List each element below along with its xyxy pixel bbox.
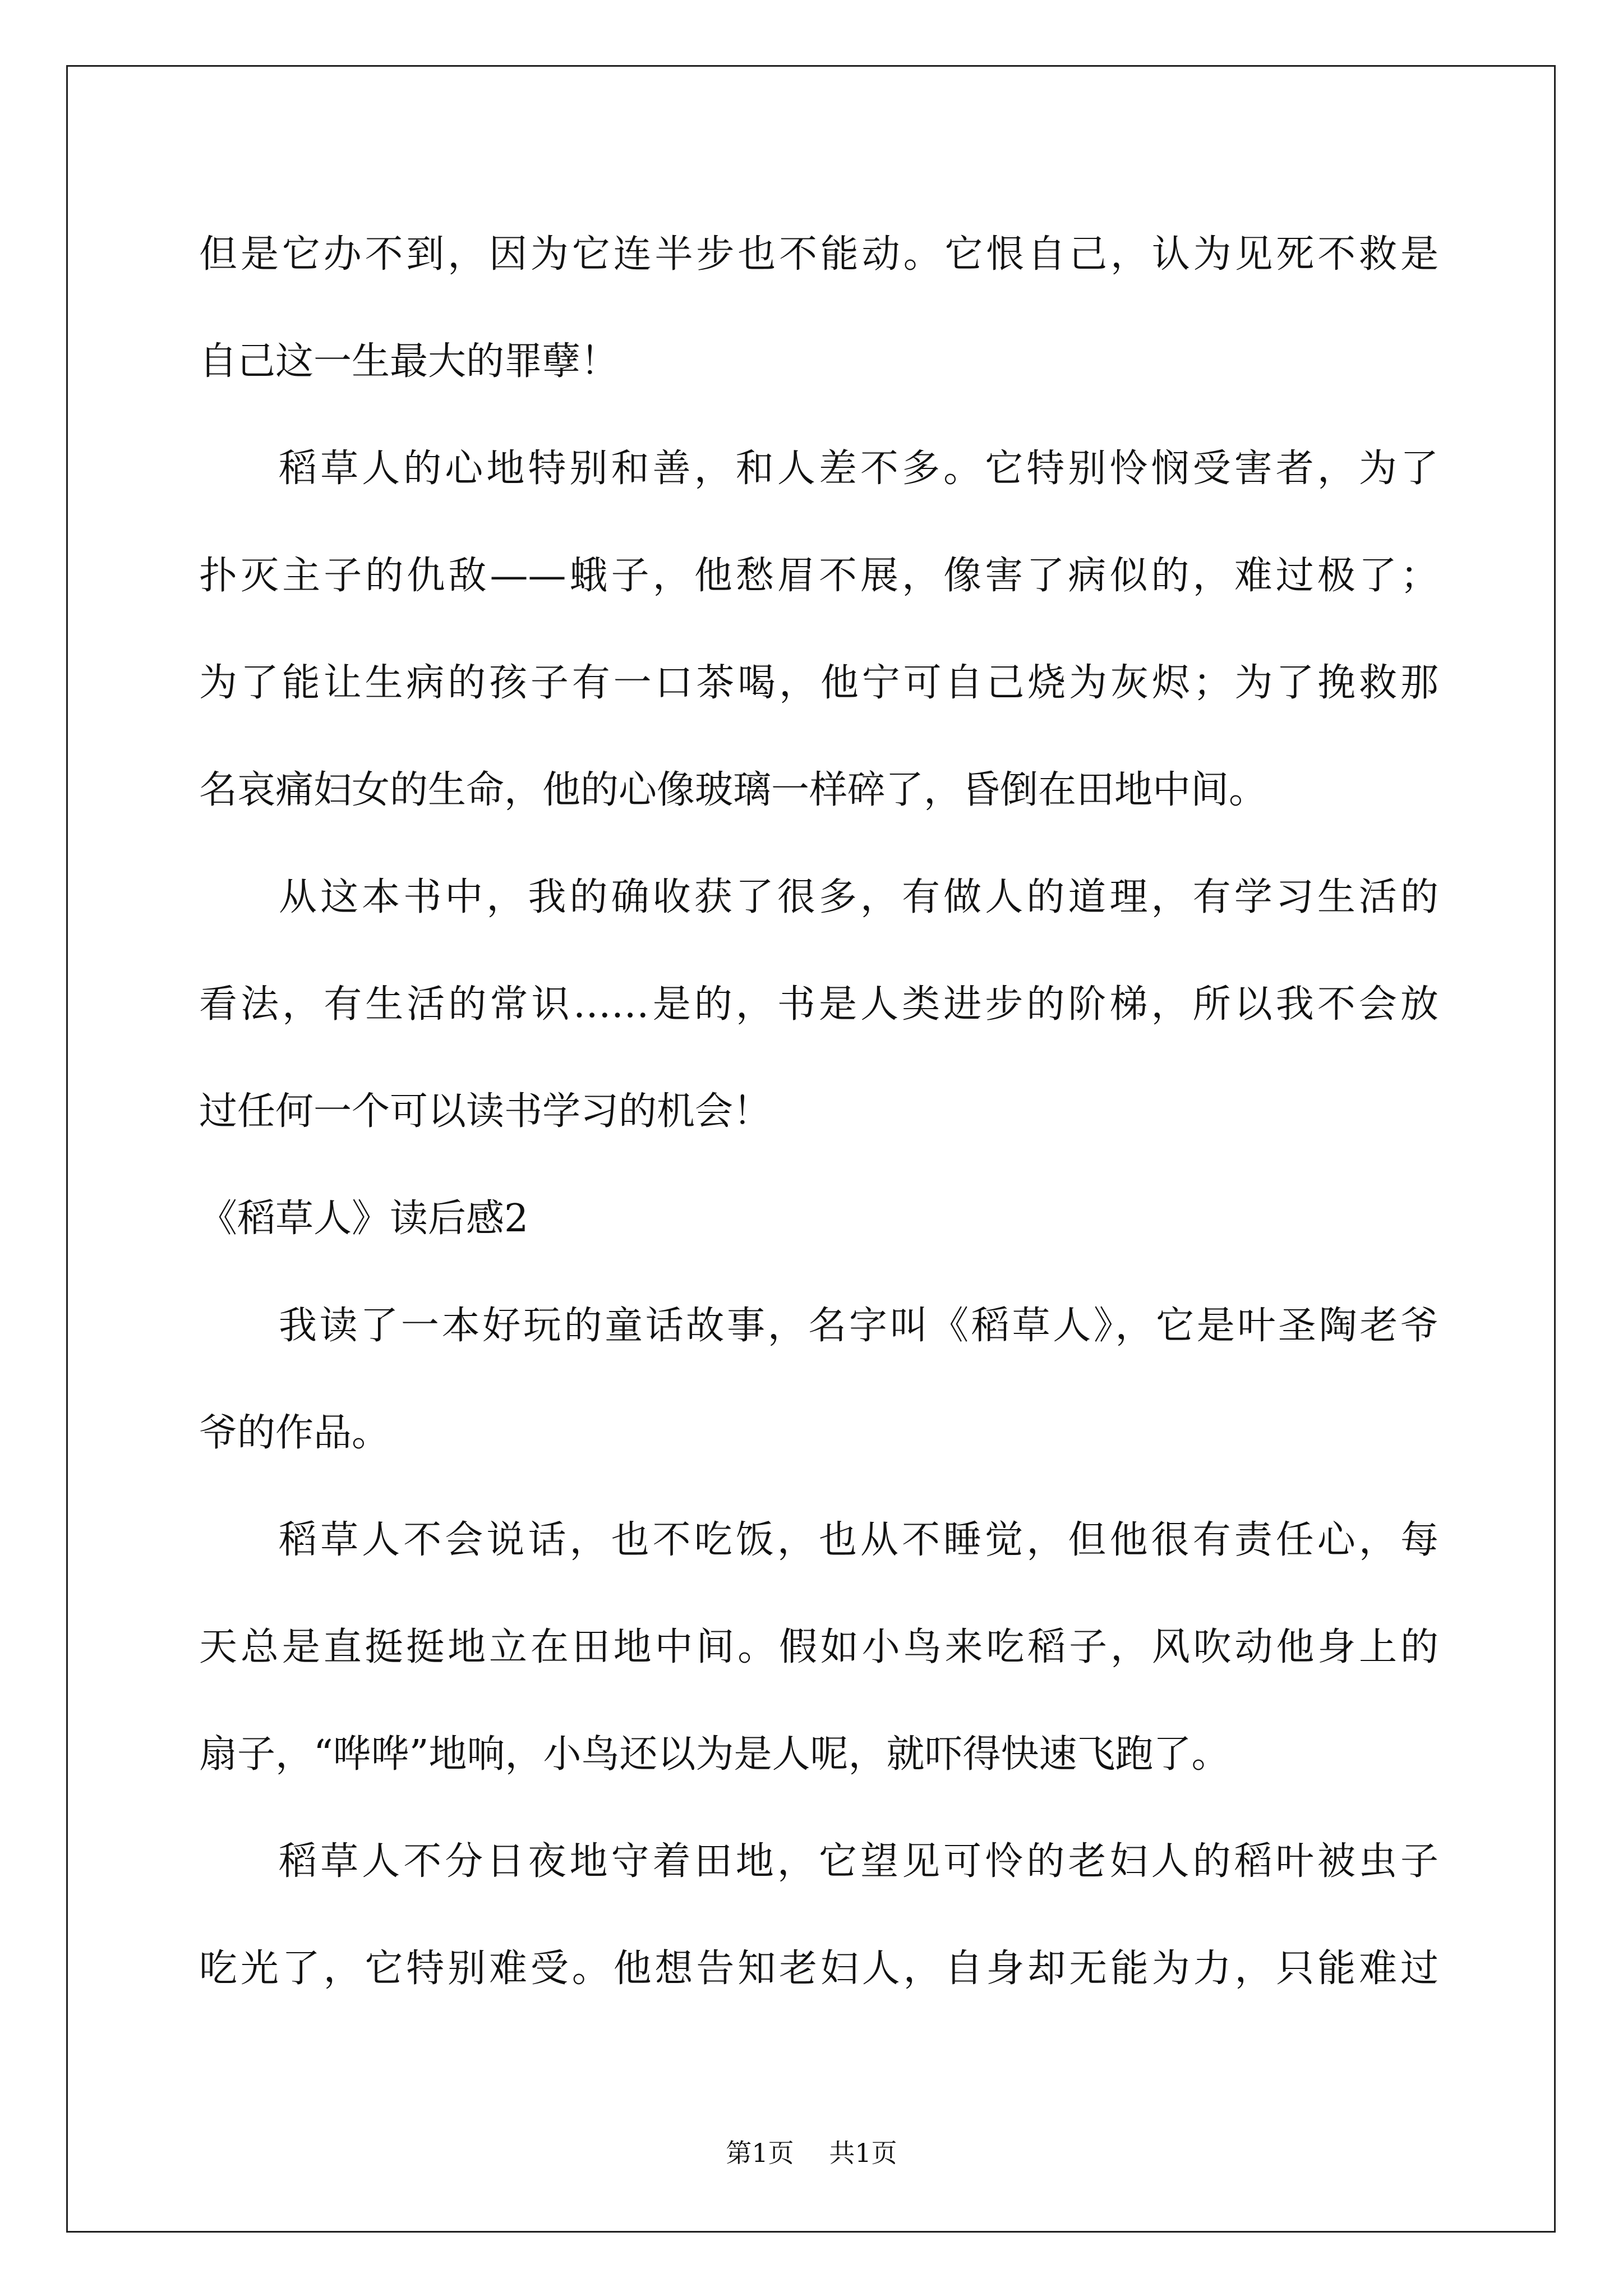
page-total: 共1页 bbox=[829, 2138, 897, 2168]
text-line: 稻草人不会说话，也不吃饭，也从不睡觉，但他很有责任心，每 bbox=[279, 1518, 1438, 1562]
page-footer bbox=[0, 2136, 1623, 2170]
text-line: 扇子，“哗哗”地响，小鸟还以为是人呢，就吓得快速飞跑了。 bbox=[199, 1732, 1230, 1777]
text-line: 爷的作品。 bbox=[199, 1411, 390, 1455]
text-line: 扑灭主子的仇敌——蛾子，他愁眉不展，像害了病似的，难过极了； bbox=[199, 554, 1438, 598]
text-line: 吃光了，它特别难受。他想告知老妇人，自身却无能为力，只能难过 bbox=[199, 1947, 1438, 1991]
text-line: 自己这一生最大的罪孽！ bbox=[199, 339, 619, 384]
page-number: 第1页 bbox=[726, 2138, 794, 2168]
text-line: 但是它办不到，因为它连半步也不能动。它恨自己，认为见死不救是 bbox=[199, 232, 1438, 277]
text-line: 稻草人不分日夜地守着田地，它望见可怜的老妇人的稻叶被虫子 bbox=[279, 1839, 1438, 1884]
text-line: 我读了一本好玩的童话故事，名字叫《稻草人》，它是叶圣陶老爷 bbox=[279, 1304, 1438, 1348]
text-line: 天总是直挺挺地立在田地中间。假如小鸟来吃稻子，风吹动他身上的 bbox=[199, 1625, 1438, 1669]
text-line: 过任何一个可以读书学习的机会！ bbox=[199, 1089, 772, 1134]
text-line: 名哀痛妇女的生命，他的心像玻璃一样碎了，昏倒在田地中间。 bbox=[199, 768, 1267, 812]
text-line: 《稻草人》读后感2 bbox=[199, 1197, 529, 1241]
text-line: 稻草人的心地特别和善，和人差不多。它特别怜悯受害者，为了 bbox=[279, 447, 1438, 491]
text-line: 从这本书中，我的确收获了很多，有做人的道理，有学习生活的 bbox=[279, 875, 1438, 919]
document-body bbox=[199, 201, 1438, 2022]
text-line: 看法，有生活的常识……是的，书是人类进步的阶梯，所以我不会放 bbox=[199, 982, 1438, 1027]
text-line: 为了能让生病的孩子有一口茶喝，他宁可自己烧为灰烬；为了挽救那 bbox=[199, 661, 1438, 705]
